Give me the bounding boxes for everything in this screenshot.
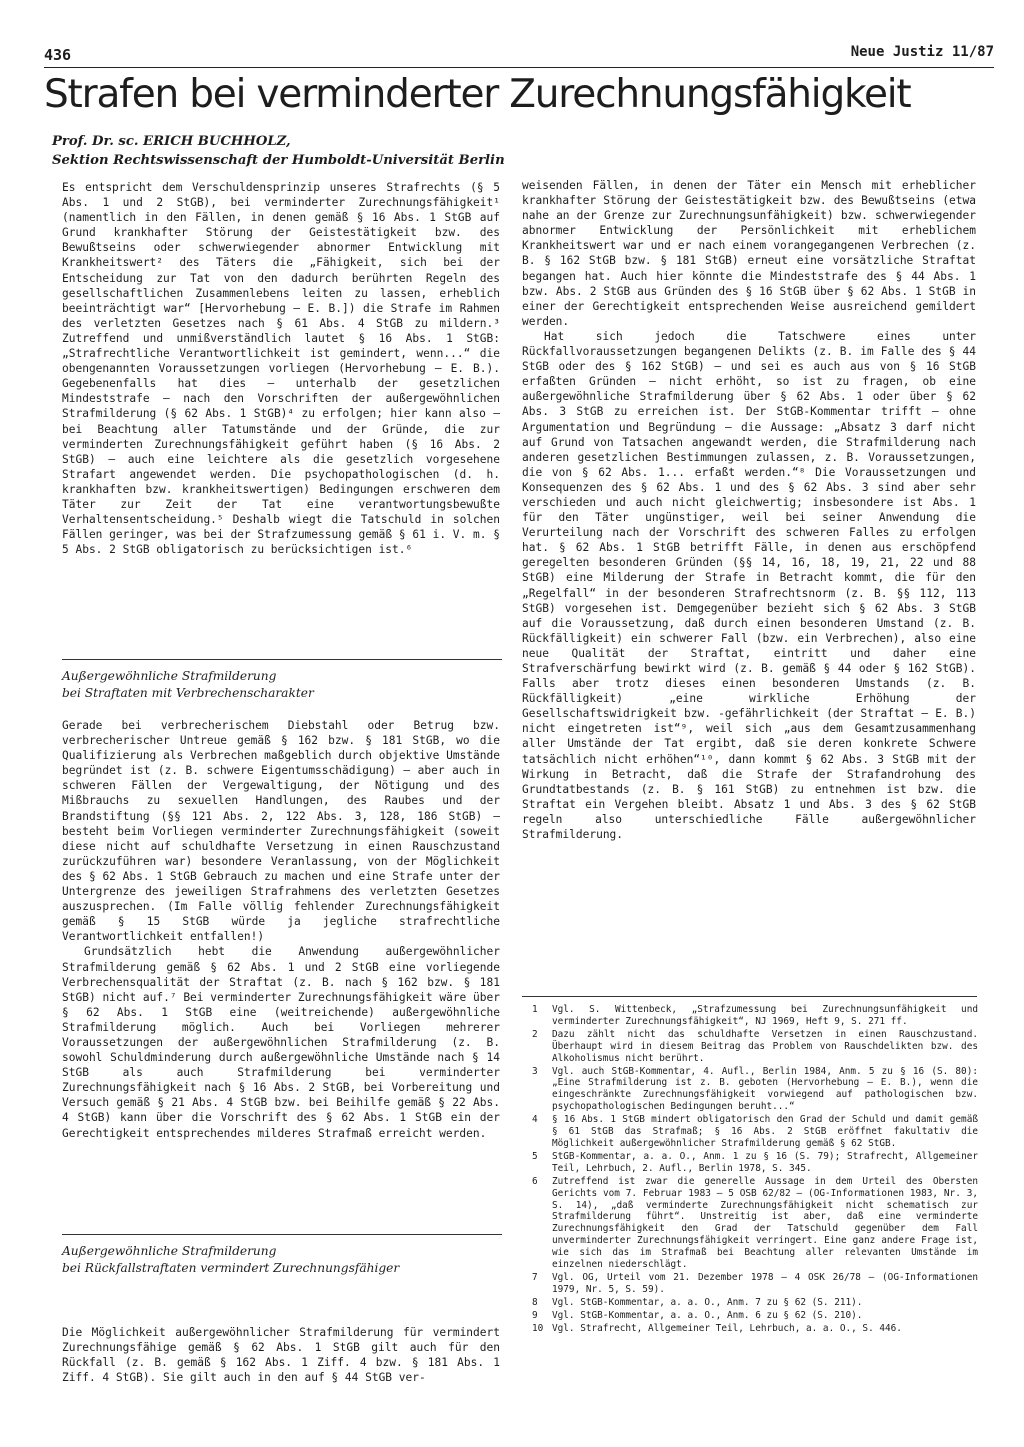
- footnote-text: StGB-Kommentar, a. a. O., Anm. 1 zu § 16 (S. 79); Strafrecht, Allgemeiner Teil, Lehrbuch, 2. Aufl., Berlin 1978, S. 345.: [552, 1150, 978, 1174]
- footnote: [532, 1272, 978, 1296]
- footnote-number: 2: [532, 1028, 538, 1040]
- footnote-text: Vgl. S. Wittenbeck, „Strafzumessung bei Zurechnungsunfähigkeit und verminderter Zurechnungsfähigkeit“, NJ 1969, Heft 9, S. 271 ff.: [552, 1004, 978, 1027]
- section-heading-1: [62, 659, 502, 702]
- footnote-text: Vgl. StGB-Kommentar, a. a. O., Anm. 6 zu § 62 (S. 210).: [552, 1309, 863, 1321]
- body-paragraph: weisenden Fällen, in denen der Täter ein Mensch mit erheblicher krankhafter Störung der Geistestätigkeit bzw. des Bewußtseins (etwa nahe an der Grenze zur Zurechnungsunfähigkeit) bzw. schwerwiegender abnormer Entwicklung der Persönlichkeit mit erheblichem Krankheitswert war und er nach einem vorangegangenen Verbrechen (z. B. § 162 StGB bzw. § 181 StGB) erneut eine vorsätzliche Straftat begangen hat. Auch hier könnte die Mindeststrafe des § 44 Abs. 1 bzw. Abs. 2 StGB aus Gründen des § 16 StGB über § 62 Abs. 1 StGB in einer der Gerechtigkeit entsprechenden Weise ausreichend gemildert werden.: [522, 179, 976, 328]
- left-column-intro: [62, 180, 500, 557]
- footnote: [532, 1323, 978, 1335]
- footnote-text: Zutreffend ist zwar die generelle Aussage in dem Urteil des Obersten Gerichts vom 7. Februar 1983 — 5 OSB 62/82 — (OG-Informationen 1983, Nr. 3, S. 14), „daß verminderte Zurechnungsfähigkeit nicht schematisch zur Strafmilderung führt“. Unstreitig ist aber, daß eine verminderte Zurechnungsfähigkeit den Grad der Tatschuld gegenüber dem Fall unverminderter Zurechnungsfähigkeit verringert. Eine ganz andere Frage ist, wie sich das im Strafmaß bei Beachtung aller relevanten Umstände im einzelnen niederschlägt.: [552, 1175, 978, 1271]
- page-number: 436: [44, 46, 72, 64]
- footnote-number: 4: [532, 1114, 538, 1126]
- footnote: [532, 1310, 978, 1322]
- body-paragraph: Hat sich jedoch die Tatschwere eines unter Rückfallvoraussetzungen begangenen Delikts (z. B. im Falle des § 44 StGB oder des § 162 StGB) — und sei es auch aus von § 16 StGB erfaßten Gründen — nicht erhöht, so ist zu fragen, ob eine außergewöhnliche Strafmilderung über § 62 Abs. 1 oder über § 62 Abs. 3 StGB zu erreichen ist. Der StGB-Kommentar trifft — ohne Argumentation und Begründung — die Aussage: „Absatz 3 darf nicht auf Grund von Tatsachen angewandt werden, die Strafmilderung nach anderen gesetzlichen Bestimmungen zulassen, z. B. Voraussetzungen, die von § 62 Abs. 1... erfaßt werden.“⁸ Die Voraussetzungen und Konsequenzen des § 62 Abs. 1 und des § 62 Abs. 3 sind aber sehr verschieden und auch nicht gleichwertig; insbesondere ist Abs. 1 für den Täter ungünstiger, weil bei seiner Anwendung die Verurteilung nach der Vorschrift des schweren Falles zu erfolgen hat. § 62 Abs. 1 StGB betrifft Fälle, in denen aus erschöpfend geregelten besonderen Gründen (§§ 14, 16, 18, 19, 21, 22 und 88 StGB) eine Milderung der Strafe in Betracht kommt, die für den „Regelfall“ in der besonderen Strafrechtsnorm (z. B. §§ 112, 113 StGB) vorgesehen ist. Demgegenüber bezieht sich § 62 Abs. 3 StGB auf die Voraussetzung, daß durch einen besonderen Umstand (z. B. Rückfälligkeit) ein schwerer Fall (bzw. ein Verbrechen), also eine neue Qualität der Straftat, eintritt und daher eine Strafverschärfung bewirkt wird (z. B. gemäß § 44 oder § 162 StGB). Falls aber trotz dieses einen besonderen Umstands (z. B. Rückfälligkeit) „eine wirkliche Erhöhung der Gesellschaftswidrigkeit bzw. -gefährlichkeit (der Straftat — E. B.) nicht eingetreten ist“⁹, weil sich „aus dem Gesamtzusammenhang aller Umstände der Tat ergibt, daß sie deren konkrete Schwere tatsächlich nicht erhöhen“¹⁰, dann kommt § 62 Abs. 3 StGB mit der Wirkung in Betracht, daß die Strafe der Strafandrohung des Grundtatbestands (z. B. § 161 StGB) zu entnehmen ist bzw. die Straftat ein Vergehen bleibt. Absatz 1 und Abs. 3 des § 62 StGB regeln also unterschiedliche Fälle außergewöhnlicher Strafmilderung.: [522, 329, 976, 842]
- footnote: [532, 1297, 978, 1309]
- right-column: [522, 178, 976, 842]
- footnote-number: 1: [532, 1004, 538, 1015]
- author-name: Prof. Dr. sc. ERICH BUCHHOLZ,: [52, 134, 291, 149]
- journal-issue: Neue Justiz 11/87: [850, 44, 994, 60]
- section-heading-2-line1: Außergewöhnliche Strafmilderung: [62, 1244, 277, 1258]
- footnote-number: 8: [532, 1296, 538, 1308]
- body-paragraph: Gerade bei verbrecherischem Diebstahl oder Betrug bzw. verbrecherischer Untreue gemäß § 162 bzw. § 181 StGB, wo die Qualifizierung als Verbrechen maßgeblich durch objektive Umstände begründet ist (z. B. schwere Eigentumsschädigung) — aber auch in schweren Fällen der Vergewaltigung, der Nötigung und des Mißbrauchs zu sexuellen Handlungen, des Raubes und der Brandstiftung (§§ 121 Abs. 2, 122 Abs. 3, 128, 186 StGB) — besteht beim Vorliegen verminderter Zurechnungsfähigkeit (soweit diese nicht auf schuldhafte Versetzung in einen Rauschzustand zurückzuführen war) besondere Veranlassung, von der Möglichkeit des § 62 Abs. 1 StGB Gebrauch zu machen und eine Strafe unter der Untergrenze des jeweiligen Strafrahmens des verletzten Gesetzes auszusprechen. (Im Falle völlig fehlender Zurechnungsfähigkeit gemäß § 15 StGB würde ja jegliche strafrechtliche Verantwortlichkeit entfallen!): [62, 719, 500, 944]
- footnote: [532, 1176, 978, 1271]
- footnote-number: 7: [532, 1271, 538, 1283]
- article-title: Strafen bei verminderter Zurechnungsfähigkeit: [44, 72, 911, 117]
- footnote: [532, 1066, 978, 1114]
- footnote-text: Dazu zählt nicht das schuldhafte Versetzen in einen Rauschzustand. Überhaupt wird in diesem Beitrag das Problem von Rauschdelikten bzw. des Alkoholismus nicht berührt.: [552, 1028, 978, 1064]
- footnote-number: 9: [532, 1309, 538, 1321]
- body-paragraph: Grundsätzlich hebt die Anwendung außergewöhnlicher Strafmilderung gemäß § 62 Abs. 1 und 2 StGB eine vorliegende Verbrechensqualität der Straftat (z. B. nach § 162 bzw. § 181 StGB) nicht auf.⁷ Bei verminderter Zurechnungsfähigkeit wäre über § 62 Abs. 1 StGB eine (weitreichende) außergewöhnliche Strafmilderung möglich. Auch bei Vorliegen mehrerer Voraussetzungen der außergewöhnlichen Strafmilderung (z. B. sowohl Schuldminderung durch außergewöhnliche Umstände nach § 14 StGB als auch Strafmilderung bei verminderter Zurechnungsfähigkeit nach § 16 Abs. 2 StGB, bei Vorbereitung und Versuch gemäß § 21 Abs. 4 StGB bzw. bei Beihilfe gemäß § 22 Abs. 4 StGB) kann über die Vorschrift des § 62 Abs. 1 StGB ein der Gerechtigkeit entsprechendes milderes Strafmaß erreicht werden.: [62, 945, 500, 1140]
- footnote-text: § 16 Abs. 1 StGB mindert obligatorisch den Grad der Schuld und damit gemäß § 61 StGB das Strafmaß; § 16 Abs. 2 StGB eröffnet fakultativ die Möglichkeit außergewöhnlicher Strafmilderung gemäß § 62 StGB.: [552, 1114, 978, 1149]
- section-heading-1-line1: Außergewöhnliche Strafmilderung: [62, 669, 277, 683]
- body-paragraph: Die Möglichkeit außergewöhnlicher Strafmilderung für vermindert Zurechnungsfähige gemäß § 62 Abs. 1 StGB gilt auch für den Rückfall (z. B. gemäß § 162 Abs. 1 Ziff. 4 bzw. § 181 Abs. 1 Ziff. 4 StGB). Sie gilt auch in den auf § 44 StGB ver-: [62, 1326, 500, 1385]
- footnote-number: 3: [532, 1065, 538, 1077]
- footnote: [532, 1151, 978, 1175]
- footnotes: [532, 1004, 978, 1335]
- left-column-section-1: [62, 718, 500, 1141]
- footnote-text: Vgl. StGB-Kommentar, a. a. O., Anm. 7 zu § 62 (S. 211).: [552, 1296, 863, 1308]
- header-rule: [44, 67, 994, 68]
- author-block: [52, 132, 505, 170]
- footnote: [532, 1004, 978, 1028]
- footnote: [532, 1114, 978, 1150]
- section-heading-2: [62, 1234, 502, 1277]
- section-heading-1-line2: bei Straftaten mit Verbrechenscharakter: [62, 686, 314, 700]
- author-affiliation: Sektion Rechtswissenschaft der Humboldt-Universität Berlin: [52, 153, 505, 168]
- intro-paragraph: Es entspricht dem Verschuldensprinzip unseres Strafrechts (§ 5 Abs. 1 und 2 StGB), bei verminderter Zurechnungsfähigkeit¹ (namentlich in den Fällen, in denen gemäß § 16 Abs. 1 StGB auf Grund krankhafter Störung der Geistestätigkeit bzw. des Bewußtseins oder schwerwiegender abnormer Entwicklung mit Krankheitswert² des Täters die „Fähigkeit, sich bei der Entscheidung zur Tat von den dadurch berührten Regeln des gesellschaftlichen Zusammenlebens leiten zu lassen, erheblich beeinträchtigt war“ [Hervorhebung — E. B.]) die Strafe im Rahmen des verletzten Gesetzes nach § 61 Abs. 4 StGB zu mildern.³ Zutreffend und unmißverständlich lautet § 16 Abs. 1 StGB: „Strafrechtliche Verantwortlichkeit ist gemindert, wenn...“ die obengenannten Voraussetzungen vorliegen (Hervorhebung — E. B.). Gegebenenfalls hat dies — unterhalb der gesetzlichen Mindeststrafe — nach den Vorschriften der außergewöhnlichen Strafmilderung (§ 62 Abs. 1 StGB)⁴ zu erfolgen; hier kann also — bei Beachtung aller Tatumstände und der Gründe, die zur verminderten Zurechnungsfähigkeit geführt haben (§ 16 Abs. 2 StGB) — auch eine leichtere als die gesetzlich vorgesehene Strafart angewendet werden. Die psychopathologischen (d. h. krankhaften bzw. krankheitswertigen) Bedingungen erschweren dem Täter zur Zeit der Tat eine verantwortungsbewußte Verhaltensentscheidung.⁵ Deshalb wiegt die Tatschuld in solchen Fällen geringer, was bei der Strafzumessung gemäß § 61 i. V. m. § 5 Abs. 2 StGB obligatorisch zu berücksichtigen ist.⁶: [62, 181, 500, 557]
- footnote: [532, 1029, 978, 1065]
- footnote-number: 10: [532, 1322, 544, 1334]
- footnote-text: Vgl. Strafrecht, Allgemeiner Teil, Lehrbuch, a. a. O., S. 446.: [552, 1322, 902, 1334]
- footnote-number: 6: [532, 1175, 538, 1187]
- section-heading-2-line2: bei Rückfallstraftaten vermindert Zurechnungsfähiger: [62, 1261, 400, 1275]
- left-column-section-2: [62, 1325, 500, 1385]
- footnote-text: Vgl. OG, Urteil vom 21. Dezember 1978 — 4 OSK 26/78 — (OG-Informationen 1979, Nr. 5, S. 59).: [552, 1271, 978, 1295]
- footnote-number: 5: [532, 1150, 538, 1162]
- footnote-rule: [522, 996, 977, 997]
- footnote-text: Vgl. auch StGB-Kommentar, 4. Aufl., Berlin 1984, Anm. 5 zu § 16 (S. 80): „Eine Strafmilderung ist z. B. geboten (Hervorhebung — E. B.), wenn die eingeschränkte Zurechnungsfähigkeit vorwiegend auf pathologischen bzw. psychopathologischen Bedingungen beruht...“: [552, 1065, 978, 1113]
